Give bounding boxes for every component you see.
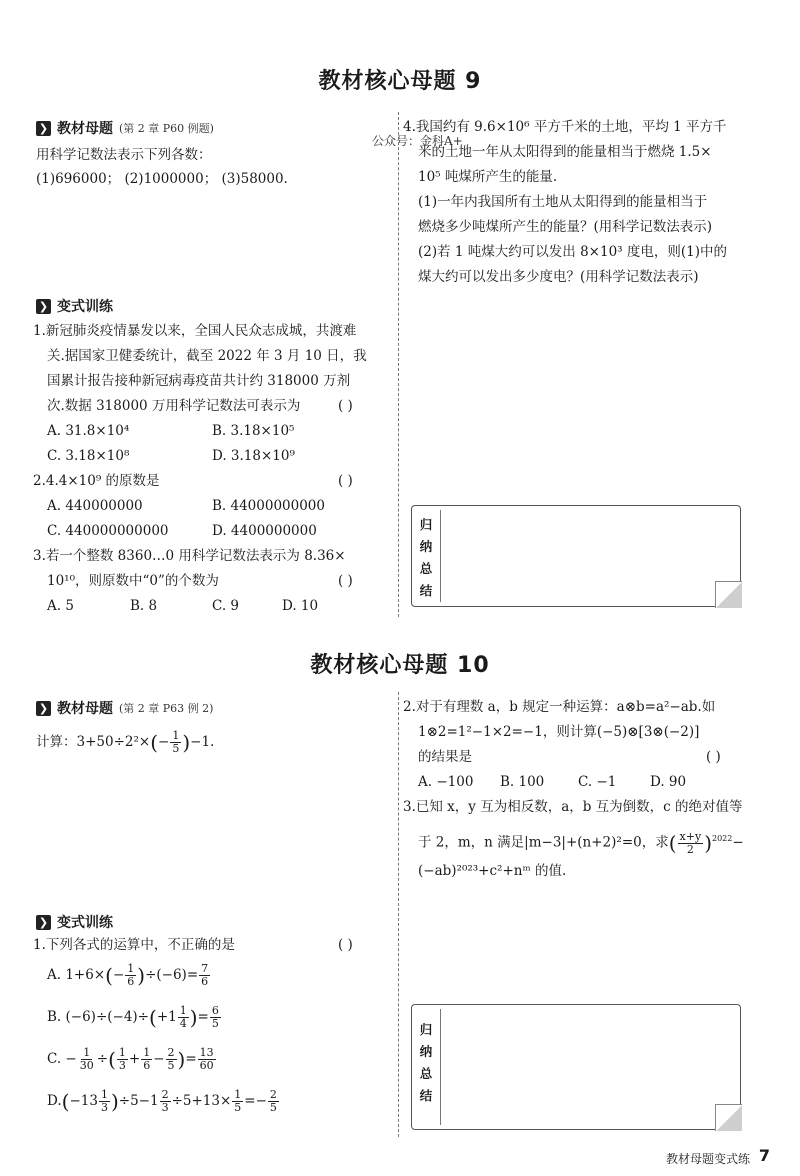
q1-text: 国累计报告接种新冠病毒疫苗共计约 318000 万剂: [47, 373, 351, 389]
answer-blank: ( ): [338, 573, 353, 589]
mother-problem-source: (第 2 章 P60 例题): [119, 122, 214, 135]
summary-label: 归 纳 总 结: [419, 1022, 433, 1103]
q1-option-d: D. 3.18×10⁹: [212, 448, 295, 464]
q1-option-a: A. 31.8×10⁴: [47, 423, 130, 439]
column-divider: [398, 692, 399, 1137]
column-divider: [398, 112, 399, 617]
summary-divider: [440, 1009, 441, 1125]
q2-text: 1⊗2=1²−1×2=−1，则计算(−5)⊗[3⊗(−2)]: [418, 724, 700, 740]
answer-blank: ( ): [338, 937, 353, 953]
variant-training-tag-10: [36, 912, 113, 932]
page-curl-icon: [715, 1104, 742, 1131]
variant-training-label: 变式训练: [57, 299, 113, 315]
q3-option-c: C. 9: [212, 598, 240, 614]
chevron-right-icon: ❯: [36, 915, 51, 930]
mother-problem-source: (第 2 章 P63 例 2): [119, 702, 214, 715]
q3-text: (−ab)²⁰²³+c²+nᵐ 的值.: [418, 863, 567, 879]
q1-option-c: C. − $\frac{1}{30}$ ÷( $\frac{1}{3}$ + $\frac{1}{6}$ − $\frac{2}{5}$ )= $\frac{13}{60}$: [47, 1046, 214, 1072]
q2-text: 2.4.4×10⁹ 的原数是: [33, 473, 160, 489]
q4-part1: (1)一年内我国所有土地从太阳得到的能量相当于: [418, 194, 708, 210]
chevron-right-icon: ❯: [36, 299, 51, 314]
q3-option-d: D. 10: [282, 598, 319, 614]
q2-option-a: A. 440000000: [47, 498, 143, 514]
q4-text: 米的土地一年从太阳得到的能量相当于燃烧 1.5×: [418, 144, 712, 160]
mother-problem-expression: 计算：3+50÷2²×(− $\frac{1}{5}$ )−1.: [36, 729, 215, 755]
q1-option-d: D.(−13 $\frac{1}{3}$ )÷5−1 $\frac{2}{3}$ ÷5+13× $\frac{1}{5}$ =− $\frac{2}{5}$: [47, 1088, 277, 1114]
mother-problem-label: 教材母题: [57, 121, 113, 137]
answer-blank: ( ): [706, 749, 721, 765]
page-curl-icon: [715, 581, 742, 608]
q4-text: 4.我国约有 9.6×10⁶ 平方千米的土地，平均 1 平方千: [403, 119, 727, 135]
q1-option-c: C. 3.18×10⁸: [47, 448, 130, 464]
q4-text: 10⁵ 吨煤所产生的能量.: [418, 169, 558, 185]
q3-text: 10¹⁰，则原数中“0”的个数为: [47, 573, 219, 589]
q3-text: 3.已知 x，y 互为相反数，a，b 互为倒数，c 的绝对值等: [403, 799, 743, 815]
q4-part2: 煤大约可以发出多少度电？(用科学记数法表示): [418, 269, 699, 285]
q2-option-b: B. 44000000000: [212, 498, 325, 514]
q3-text: 3.若一个整数 8360…0 用科学记数法表示为 8.36×: [33, 548, 346, 564]
watermark: 公众号：金科A+: [372, 134, 463, 148]
q1-option-a: A. 1+6×(− $\frac{1}{6}$ )÷(−6)= $\frac{7}{6}$: [47, 962, 209, 988]
q1-text: 关.据国家卫健委统计，截至 2022 年 3 月 10 日，我: [47, 348, 367, 364]
page-number: 7: [758, 1146, 770, 1165]
q1-option-b: B. (−6)÷(−4)÷(+1 $\frac{1}{4}$ )= $\frac{6}{5}$: [47, 1004, 219, 1030]
section-10-title: 教材核心母题 10: [310, 653, 490, 678]
q2-option-c: C. −1: [578, 774, 617, 790]
q2-text: 2.对于有理数 a，b 规定一种运算：a⊗b=a²−ab.如: [403, 699, 716, 715]
q3-option-b: B. 8: [130, 598, 158, 614]
q1-text: 1.新冠肺炎疫情暴发以来，全国人民众志成城，共渡难: [33, 323, 357, 339]
mother-problem-text: 用科学记数法表示下列各数：: [36, 147, 212, 163]
variant-training-label: 变式训练: [57, 915, 113, 931]
chevron-right-icon: ❯: [36, 701, 51, 716]
q2-option-b: B. 100: [500, 774, 545, 790]
q1-option-b: B. 3.18×10⁵: [212, 423, 295, 439]
q1-text: 次.数据 318000 万用科学记数法可表示为: [47, 398, 301, 414]
answer-blank: ( ): [338, 398, 353, 414]
q4-part2: (2)若 1 吨煤大约可以发出 8×10³ 度电，则(1)中的: [418, 244, 727, 260]
summary-divider: [440, 510, 441, 602]
q4-part1: 燃烧多少吨煤所产生的能量？(用科学记数法表示): [418, 219, 713, 235]
summary-box-9[interactable]: [411, 505, 741, 607]
mother-problem-tag-10: [36, 698, 213, 718]
summary-label: 归 纳 总 结: [419, 517, 433, 598]
q1-text: 1.下列各式的运算中，不正确的是: [33, 937, 235, 953]
q2-option-c: C. 440000000000: [47, 523, 169, 539]
mother-problem-items: (1)696000； (2)1000000； (3)58000.: [36, 171, 288, 187]
variant-training-tag-9: [36, 296, 113, 316]
q2-option-d: D. 90: [650, 774, 687, 790]
mother-problem-tag-9: [36, 118, 214, 138]
answer-blank: ( ): [338, 473, 353, 489]
q2-option-a: A. −100: [418, 774, 474, 790]
summary-box-10[interactable]: [411, 1004, 741, 1130]
mother-problem-label: 教材母题: [57, 701, 113, 717]
q2-text: 的结果是: [418, 749, 472, 765]
q3-option-a: A. 5: [47, 598, 74, 614]
section-9-title: 教材核心母题 9: [318, 69, 482, 94]
q2-option-d: D. 4400000000: [212, 523, 317, 539]
chevron-right-icon: ❯: [36, 121, 51, 136]
q3-text: 于 2，m，n 满足|m−3|+(n+2)²=0，求( $\frac{x+y}{2}$ )$^{2022}$−: [418, 829, 744, 856]
footer-text: 教材母题变式练: [665, 1152, 750, 1166]
